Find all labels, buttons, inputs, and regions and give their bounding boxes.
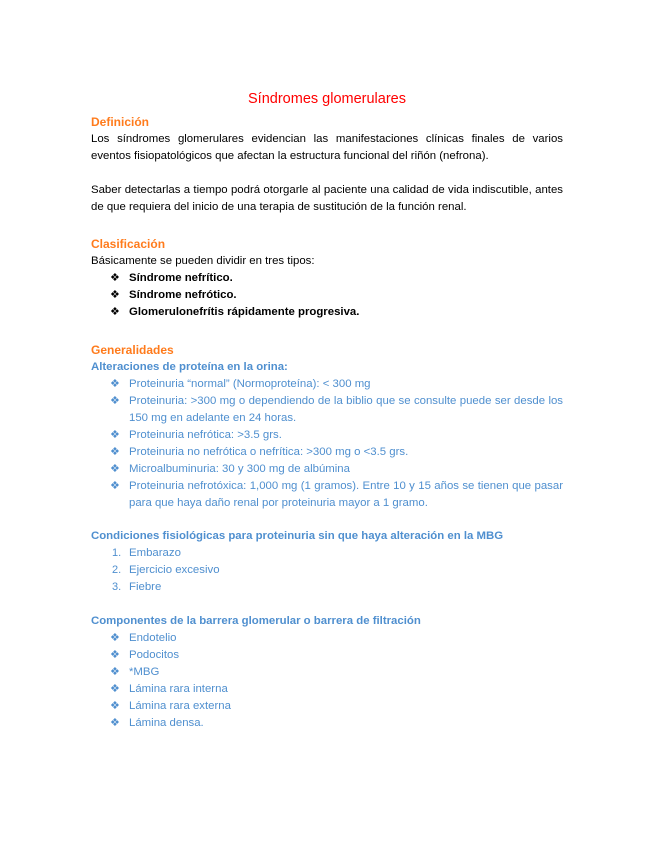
definicion-paragraph-2: Saber detectarlas a tiempo podrá otorgarle al paciente una calidad de vida indiscutible, antes de que requiera del inicio de una terapia de sustitución de la función renal. [91, 184, 563, 213]
diamond-bullet-icon: ❖ [110, 446, 120, 458]
diamond-bullet-icon: ❖ [110, 463, 120, 475]
list-item-text: Embarazo [129, 547, 181, 559]
list-item-text: Lámina rara interna [129, 683, 228, 695]
list-number: 3. [112, 581, 122, 593]
list-item-text: Proteinuria “normal” (Normoproteína): < 300 mg [129, 378, 371, 390]
list-item-text: Síndrome nefrótico. [129, 289, 237, 301]
diamond-bullet-icon: ❖ [110, 717, 120, 729]
list-item [91, 545, 563, 562]
diamond-bullet-icon: ❖ [110, 306, 120, 318]
list-item-text: Ejercicio excesivo [129, 564, 220, 576]
proteina-heading: Alteraciones de proteína en la orina: [91, 361, 288, 373]
list-item [91, 393, 563, 427]
list-item [91, 478, 563, 512]
componentes-section [91, 613, 563, 732]
diamond-bullet-icon: ❖ [110, 666, 120, 678]
list-item-text: Proteinuria nefrótica: >3.5 grs. [129, 429, 282, 441]
diamond-bullet-icon: ❖ [110, 272, 120, 284]
list-item [91, 444, 563, 461]
diamond-bullet-icon: ❖ [110, 480, 120, 492]
list-item [91, 664, 563, 681]
list-item-text: Síndrome nefrítico. [129, 272, 233, 284]
list-item [91, 287, 563, 304]
list-item-text: Lámina densa. [129, 717, 204, 729]
diamond-bullet-icon: ❖ [110, 395, 120, 407]
diamond-bullet-icon: ❖ [110, 429, 120, 441]
list-item [91, 715, 563, 732]
list-item [91, 376, 563, 393]
page-title: Síndromes glomerulares [248, 91, 406, 107]
clasificacion-intro: Básicamente se pueden dividir en tres tipos: [91, 255, 315, 267]
list-item [91, 647, 563, 664]
list-item [91, 461, 563, 478]
list-item [91, 681, 563, 698]
condiciones-list [91, 545, 563, 596]
clasificacion-list [91, 270, 563, 321]
diamond-bullet-icon: ❖ [110, 632, 120, 644]
list-item [91, 579, 563, 596]
list-number: 1. [112, 547, 122, 559]
definicion-heading: Definición [91, 115, 150, 129]
list-item [91, 427, 563, 444]
componentes-heading: Componentes de la barrera glomerular o barrera de filtración [91, 615, 421, 627]
diamond-bullet-icon: ❖ [110, 649, 120, 661]
generalidades-heading: Generalidades [91, 343, 174, 357]
list-item [91, 270, 563, 287]
diamond-bullet-icon: ❖ [110, 683, 120, 695]
list-item-text: Lámina rara externa [129, 700, 231, 712]
list-item-text: Endotelio [129, 632, 177, 644]
list-item-text: Proteinuria no nefrótica o nefrítica: >300 mg o <3.5 grs. [129, 446, 409, 458]
definicion-paragraph-1: Los síndromes glomerulares evidencian las manifestaciones clínicas finales de varios eventos fisiopatológicos que afectan la estructura funcional del riñón (nefrona). [91, 133, 563, 162]
componentes-list [91, 630, 563, 732]
list-item [91, 630, 563, 647]
list-item-text: Fiebre [129, 581, 162, 593]
list-item-text: *MBG [129, 666, 160, 678]
definicion-section [91, 114, 563, 216]
list-item-text: Podocitos [129, 649, 180, 661]
diamond-bullet-icon: ❖ [110, 700, 120, 712]
list-item-text: Proteinuria: >300 mg o dependiendo de la biblio que se consulte puede ser desde los 150 mg en adelante en 24 horas. [129, 395, 563, 424]
list-item [91, 562, 563, 579]
list-number: 2. [112, 564, 122, 576]
list-item [91, 698, 563, 715]
clasificacion-heading: Clasificación [91, 237, 166, 251]
list-item-text: Microalbuminuria: 30 y 300 mg de albúmina [129, 463, 350, 475]
list-item-text: Glomerulonefrítis rápidamente progresiva. [129, 306, 360, 318]
clasificacion-section [91, 236, 563, 321]
proteina-list [91, 376, 563, 512]
generalidades-section [91, 342, 563, 512]
diamond-bullet-icon: ❖ [110, 289, 120, 301]
list-item-text: Proteinuria nefrotóxica: 1,000 mg (1 gramos). Entre 10 y 15 años se tienen que pasar para que haya daño renal por proteinuria mayor a 1 gramo. [129, 480, 563, 509]
condiciones-section [91, 528, 563, 596]
list-item [91, 304, 563, 321]
condiciones-heading: Condiciones fisiológicas para proteinuria sin que haya alteración en la MBG [91, 530, 504, 542]
diamond-bullet-icon: ❖ [110, 378, 120, 390]
